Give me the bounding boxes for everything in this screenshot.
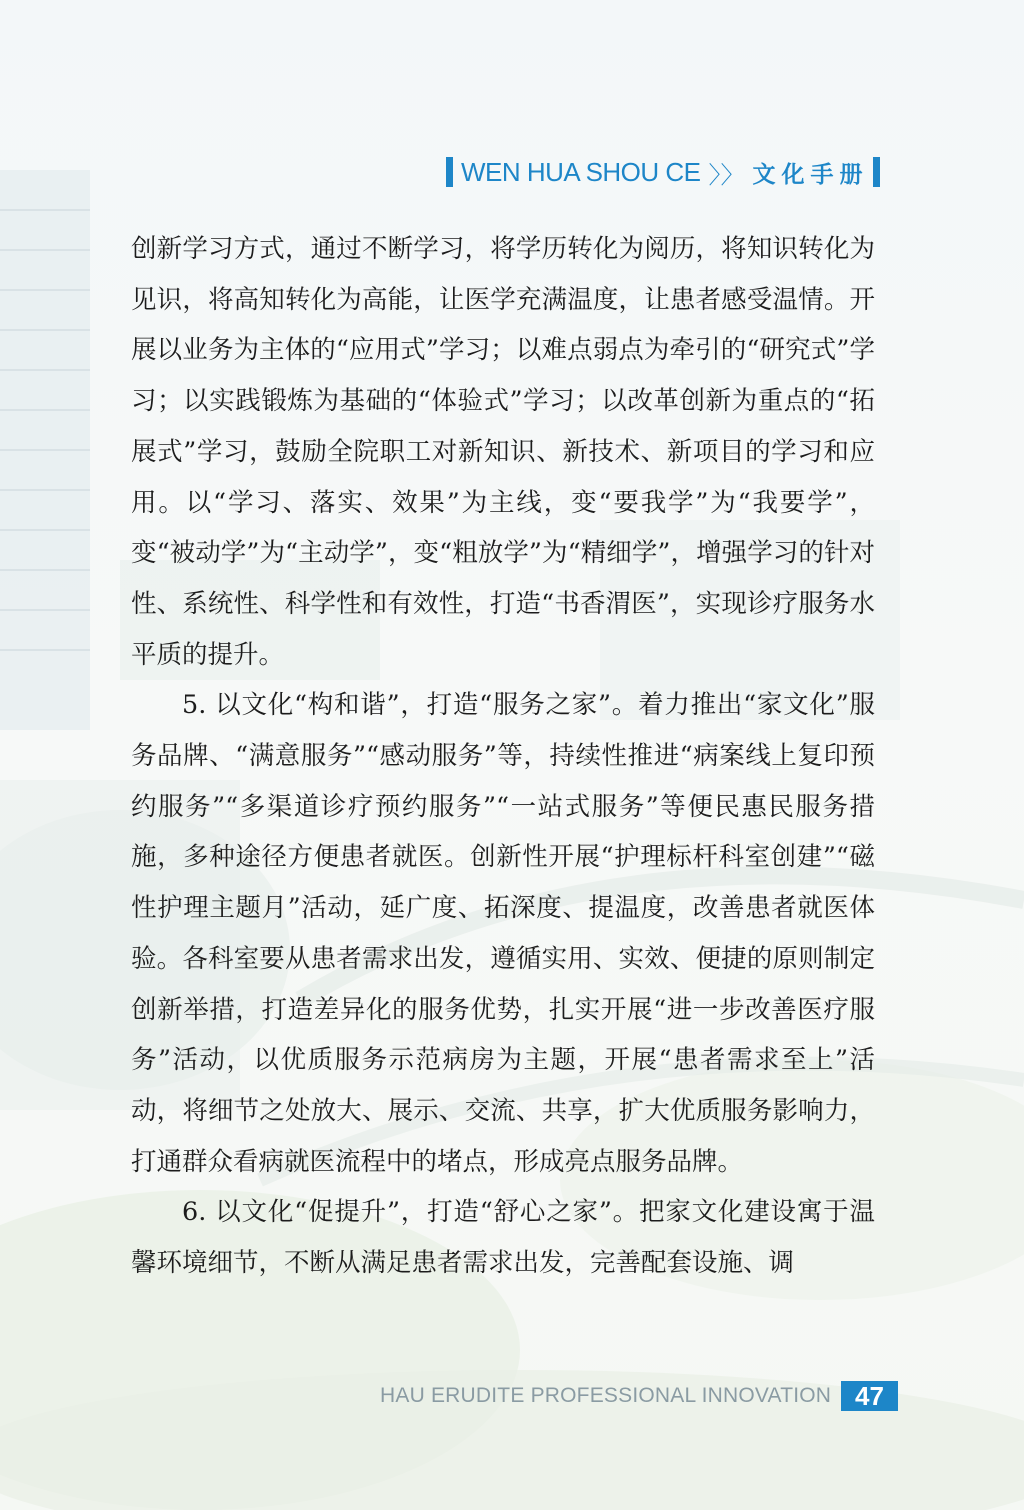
page-number: 47 [841,1381,898,1411]
header-separator: 〉〉 [708,161,745,189]
paragraph: 5. 以文化“构和谐”，打造“服务之家”。着力推出“家文化”服务品牌、“满意服务”“感动服务”等，持续性推进“病案线上复印预约服务”“多渠道诊疗预约服务”“一站式服务”等便民惠民服务措施，多种途径方便患者就医。创新性开展“护理标杆科室创建”“磁性护理主题月”活动，延广度、拓深度、提温度，改善患者就医体验。各科室要从患者需求出发，遵循实用、实效、便捷的原则制定创新举措，打造差异化的服务优势，扎实开展“进一步改善医疗服务”活动，以优质服务示范病房为主题，开展“患者需求至上”活动，将细节之处放大、展示、交流、共享，扩大优质服务影响力，打通群众看病就医流程中的堵点，形成亮点服务品牌。 [131,690,875,1177]
header-english-title: WEN HUA SHOU CE [461,156,701,187]
section-header [446,152,898,192]
header-right-bar [873,157,880,187]
paragraph: 6. 以文化“促提升”，打造“舒心之家”。把家文化建设寓于温馨环境细节，不断从满足患者需求出发，完善配套设施、调 [131,1197,875,1279]
page-footer [380,1380,898,1412]
header-chinese-title: 文化手册 [752,161,869,188]
paragraph: 创新学习方式，通过不断学习，将学历转化为阅历，将知识转化为见识，将高知转化为高能，让医学充满温度，让患者感受温情。开展以业务为主体的“应用式”学习；以难点弱点为牵引的“研究式”学习；以实践锻炼为基础的“体验式”学习；以改革创新为重点的“拓展式”学习，鼓励全院职工对新知识、新技术、新项目的学习和应用。以“学习、落实、效果”为主线，变“要我学”为“我要学”，变“被动学”为“主动学”，变“粗放学”为“精细学”，增强学习的针对性、系统性、科学性和有效性，打造“书香渭医”，实现诊疗服务水平质的提升。 [131,234,875,670]
body-text [131,224,875,1289]
footer-slogan: HAU ERUDITE PROFESSIONAL INNOVATION [380,1384,832,1407]
header-left-bar [446,157,453,187]
